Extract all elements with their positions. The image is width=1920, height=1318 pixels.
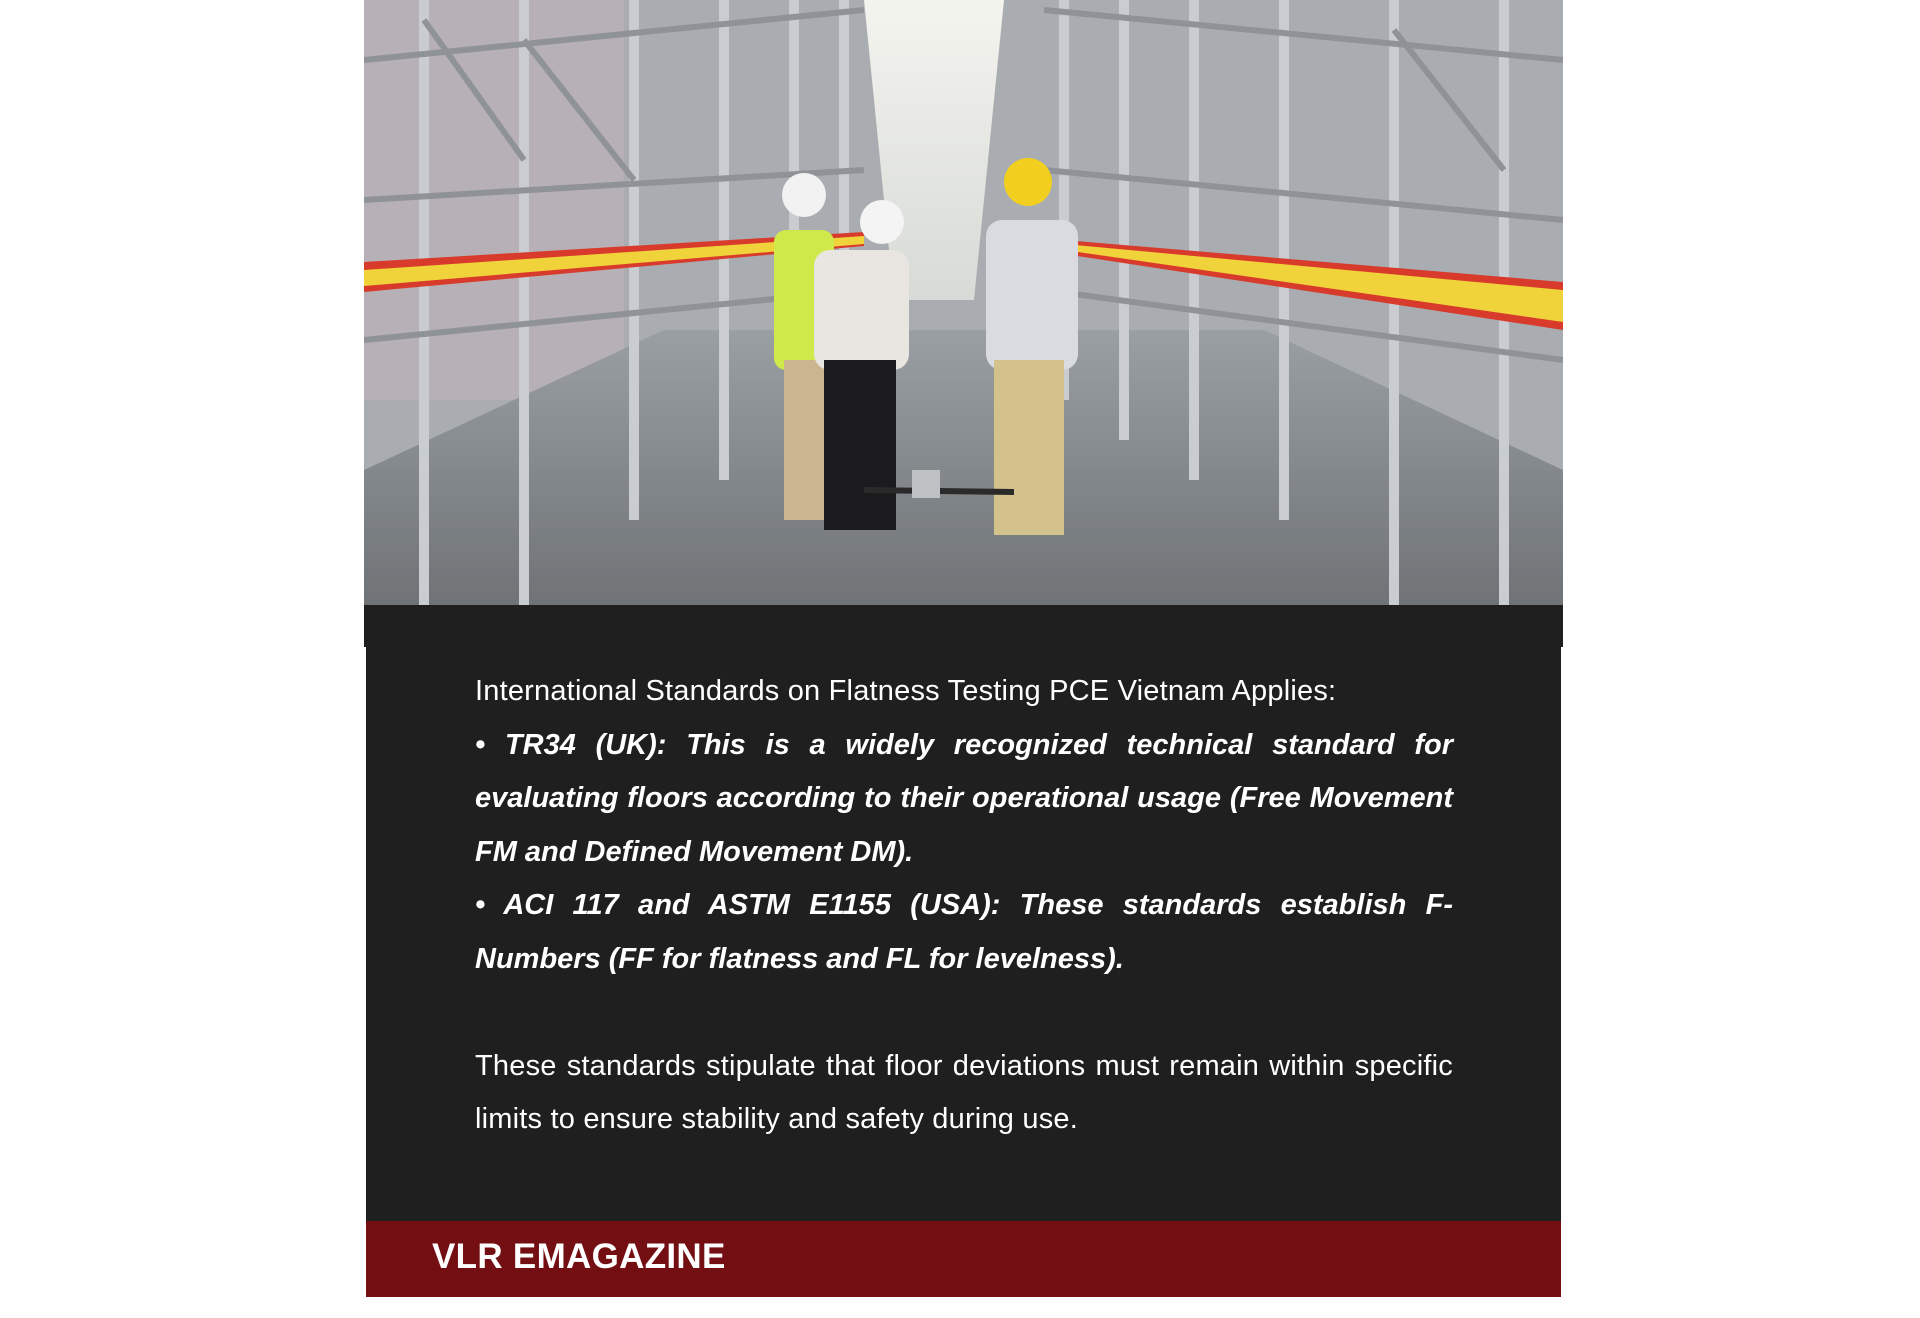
footer-magazine-label: VLR EMAGAZINE [432,1237,726,1276]
warehouse-inspection-photo-icon [364,0,1563,605]
article-body [475,665,1453,1147]
bullet-aci-astm: • ACI 117 and ASTM E1155 (USA): These standards establish F-Numbers (FF for flatness and FL for levelness). [475,889,1453,975]
article-closing: These standards stipulate that floor deviations must remain within specific limits to ensure stability and safety during use. [475,1049,1453,1135]
warehouse-photo [364,0,1563,605]
footer-bar [366,1221,1561,1297]
article-card [364,0,1563,1297]
bullet-tr34: • TR34 (UK): This is a widely recognized technical standard for evaluating floors according to their operational usage (Free Movement FM and Defined Movement DM). [475,728,1453,868]
article-heading: International Standards on Flatness Testing PCE Vietnam Applies: [475,675,1337,707]
article-panel [366,605,1561,1221]
paragraph-spacer [475,986,1453,1040]
